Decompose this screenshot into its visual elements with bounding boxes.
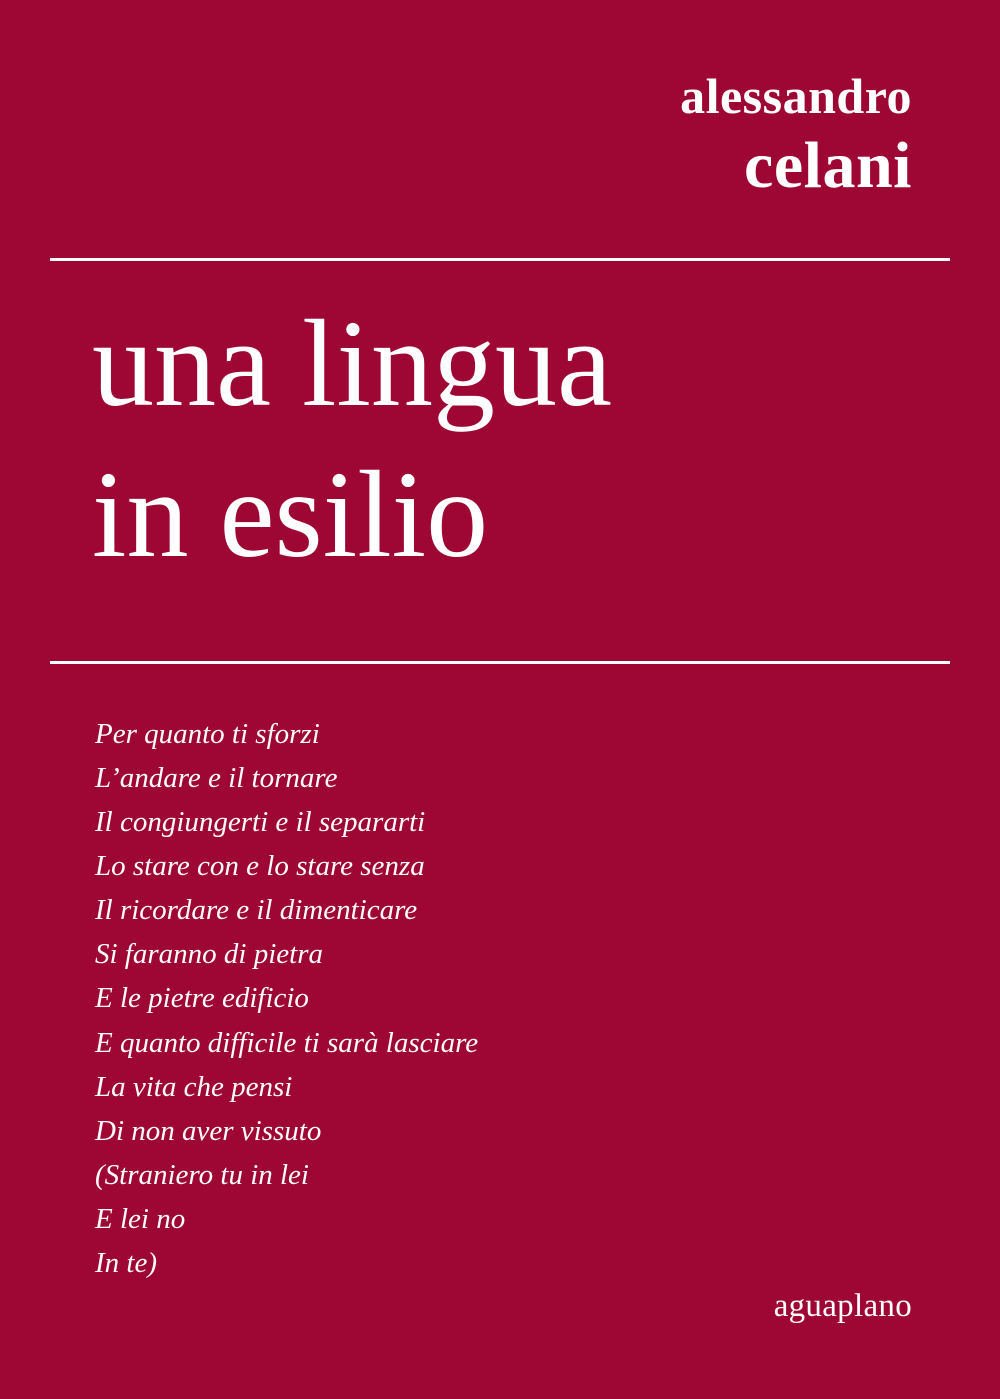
title-line-2: in esilio: [92, 446, 489, 584]
poem-line: La vita che pensi: [95, 1070, 293, 1103]
poem-line: In te): [95, 1246, 157, 1279]
poem-line: Per quanto ti sforzi: [95, 718, 320, 750]
poem-line: Si faranno di pietra: [95, 938, 323, 971]
poem-line: Lo stare con e lo stare senza: [95, 850, 425, 883]
author-first-name: alessandro: [680, 68, 912, 124]
poem-line: E quanto difficile ti sarà lasciare: [95, 1026, 479, 1059]
title-line-1: una lingua: [92, 295, 612, 432]
poem-line: E le pietre edificio: [95, 982, 309, 1015]
divider-bottom: [50, 661, 950, 664]
publisher-name: aguaplano: [773, 1288, 912, 1324]
poem-line: (Straniero tu in lei: [95, 1158, 309, 1191]
poem-line: Il congiungerti e il separarti: [95, 806, 426, 839]
poem-line: Di non aver vissuto: [95, 1114, 322, 1147]
poem-line: E lei no: [95, 1202, 186, 1235]
author-block: [680, 70, 912, 203]
divider-top: [50, 258, 950, 261]
poem-line: L’andare e il tornare: [95, 762, 338, 795]
poem-line: Il ricordare e il dimenticare: [95, 894, 418, 927]
poem-excerpt: [95, 712, 920, 1285]
title-block: [92, 288, 940, 591]
author-last-name: celani: [744, 129, 912, 202]
